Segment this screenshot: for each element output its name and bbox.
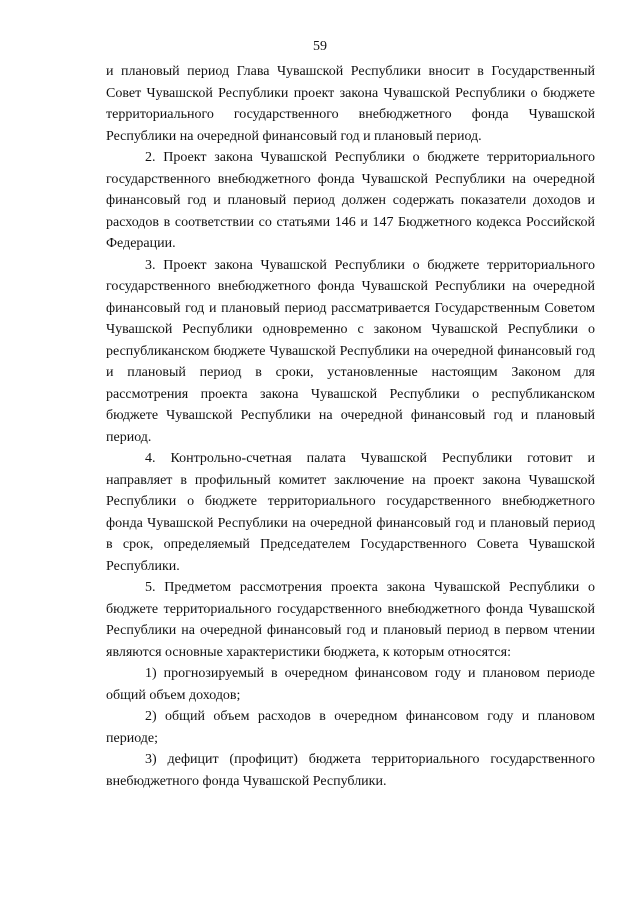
budget-characteristics-list: [106, 663, 595, 792]
paragraph-item-3: 3. Проект закона Чувашской Республики о бюджете территориального государственного внебюджетного фонда Чувашской Республики на очередной финансовый год и плановый период рассматривается Государственным Советом Чувашской Республики одновременно с законом Чувашской Республики о республиканском бюджете Чувашской Республики на очередной финансовый год и плановый период в сроки, установленные настоящим Законом для рассмотрения проекта закона Чувашской Республики о республиканском бюджете Чувашской Республики на очередной финансовый год и плановый период.: [106, 257, 595, 445]
list-item: 2) общий объем расходов в очередном финансовом году и плановом периоде;: [106, 709, 595, 746]
paragraph-continuation: и плановый период Глава Чувашской Республики вносит в Государственный Совет Чувашской Республики проект закона Чувашской Республики о бюджете территориального государственного внебюджетного фонда Чувашской Республики на очередной финансовый год и плановый период.: [106, 64, 595, 144]
document-body: [106, 61, 595, 792]
paragraph-item-5: 5. Предметом рассмотрения проекта закона Чувашской Республики о бюджете территориального государственного внебюджетного фонда Чувашской Республики на очередной финансовый год и плановый период в первом чтении являются основные характеристики бюджета, к которым относятся:: [106, 580, 595, 660]
paragraph-item-2: 2. Проект закона Чувашской Республики о бюджете территориального государственного внебюджетного фонда Чувашской Республики на очередной финансовый год и плановый период должен содержать показатели доходов и расходов в соответствии со статьями 146 и 147 Бюджетного кодекса Российской Федерации.: [106, 150, 595, 251]
page-number: 59: [313, 39, 327, 54]
list-item: 3) дефицит (профицит) бюджета территориального государственного внебюджетного фонда Чувашской Республики.: [106, 752, 595, 789]
paragraph-item-4: 4. Контрольно-счетная палата Чувашской Республики готовит и направляет в профильный комитет заключение на проект закона Чувашской Республики о бюджете территориального государственного внебюджетного фонда Чувашской Республики на очередной финансовый год и плановый период в срок, определяемый Председателем Государственного Совета Чувашской Республики.: [106, 451, 595, 574]
list-item: 1) прогнозируемый в очередном финансовом году и плановом периоде общий объем доходов;: [106, 666, 595, 703]
